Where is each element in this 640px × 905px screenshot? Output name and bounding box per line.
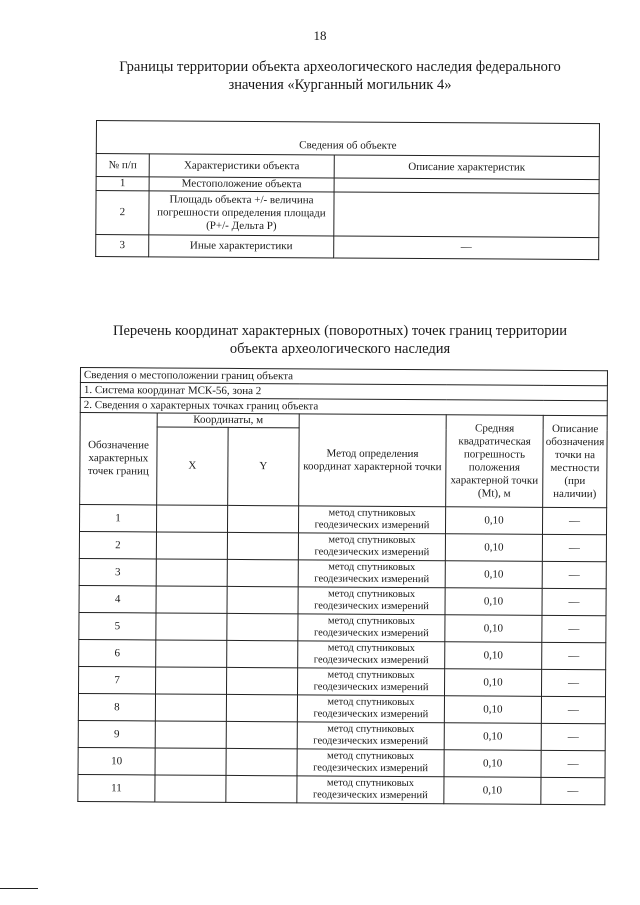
point-method: метод спутниковых геодезических измерений — [298, 533, 445, 561]
object-info-table — [95, 120, 600, 260]
point-method: метод спутниковых геодезических измерений — [298, 614, 445, 642]
column-header-method: Метод определения координат характерной точки — [299, 414, 447, 507]
document-title-line-1: Границы территории объекта археологического наследия федерального — [119, 59, 561, 75]
point-x — [155, 748, 226, 775]
point-number: 7 — [79, 666, 156, 693]
point-x — [156, 505, 227, 532]
coordinates-title — [80, 322, 600, 358]
point-y — [226, 775, 297, 802]
point-y — [227, 559, 298, 586]
point-number: 5 — [79, 612, 156, 639]
row-number: 1 — [96, 177, 149, 191]
points-info-row: 2. Сведения о характерных точках границ объекта — [80, 398, 607, 416]
table-row — [78, 693, 605, 723]
point-method: метод спутниковых геодезических измерений — [297, 722, 444, 750]
point-y — [227, 586, 298, 613]
column-header-characteristics: Характеристики объекта — [149, 154, 334, 178]
point-description: — — [541, 750, 605, 777]
point-method: метод спутниковых геодезических измерений — [298, 587, 445, 615]
point-number: 2 — [79, 532, 156, 559]
row-characteristic: Иные характеристики — [149, 235, 334, 258]
table-row — [78, 720, 605, 750]
point-y — [227, 640, 298, 667]
table-row — [78, 747, 605, 777]
point-number: 3 — [79, 558, 156, 585]
column-header-description: Описание характеристик — [334, 155, 599, 180]
table-row — [96, 191, 599, 238]
coordinates-title-line-2: объекта археологического наследия — [229, 341, 451, 357]
point-description: — — [541, 696, 605, 723]
point-y — [227, 505, 298, 532]
point-number: 10 — [78, 747, 155, 774]
table-row — [79, 505, 606, 535]
point-number: 4 — [79, 585, 156, 612]
point-error: 0,10 — [445, 534, 542, 562]
point-method: метод спутниковых геодезических измерений — [298, 560, 445, 588]
footnote-line — [0, 888, 38, 889]
point-error: 0,10 — [445, 642, 542, 670]
point-method: метод спутниковых геодезических измерений — [297, 776, 444, 804]
point-y — [226, 748, 297, 775]
point-number: 9 — [78, 720, 155, 747]
point-method: метод спутниковых геодезических измерений — [297, 749, 444, 777]
table-row — [79, 585, 606, 615]
document-title — [80, 58, 600, 94]
table-row — [79, 558, 606, 588]
point-error: 0,10 — [445, 615, 542, 643]
point-description: — — [542, 642, 606, 669]
location-info-row: Сведения о местоположении границ объекта — [80, 368, 607, 386]
column-header-y: Y — [228, 427, 299, 505]
coordinate-system-row: 1. Система координат МСК-56, зона 2 — [80, 383, 607, 401]
row-characteristic: Площадь объекта +/- величина погрешности определения площади (P+/- Дельта P) — [149, 191, 334, 236]
column-header-error: Средняя квадратическая погрешность положения характерной точки (Mt), м — [446, 415, 544, 508]
point-number: 11 — [78, 774, 155, 801]
point-x — [156, 532, 227, 559]
point-x — [155, 694, 226, 721]
point-number: 6 — [79, 639, 156, 666]
point-x — [156, 559, 227, 586]
point-description: — — [541, 669, 605, 696]
point-number: 1 — [79, 505, 156, 532]
point-description: — — [541, 723, 605, 750]
table-row — [96, 235, 599, 260]
table-row — [79, 639, 606, 669]
point-error: 0,10 — [445, 561, 542, 589]
table-row — [79, 532, 606, 562]
point-method: метод спутниковых геодезических измерений — [298, 641, 445, 669]
table-row — [79, 666, 606, 696]
point-y — [226, 694, 297, 721]
row-number: 3 — [96, 235, 149, 257]
point-error: 0,10 — [444, 777, 541, 805]
point-x — [156, 586, 227, 613]
point-error: 0,10 — [444, 723, 541, 751]
row-description: — — [334, 236, 599, 260]
row-description — [334, 192, 599, 238]
point-error: 0,10 — [444, 696, 541, 724]
point-number: 8 — [78, 693, 155, 720]
coordinates-title-line-1: Перечень координат характерных (поворотных) точек границ территории — [112, 323, 568, 339]
document-title-line-2: значения «Курганный могильник 4» — [228, 77, 452, 93]
point-x — [155, 721, 226, 748]
point-description: — — [542, 588, 606, 615]
point-error: 0,10 — [444, 669, 541, 697]
point-error: 0,10 — [445, 588, 542, 616]
object-info-header: Сведения об объекте — [96, 121, 599, 157]
point-x — [156, 667, 227, 694]
column-header-x: X — [157, 427, 228, 505]
point-method: метод спутниковых геодезических измерений — [298, 668, 445, 696]
point-x — [156, 613, 227, 640]
point-description: — — [542, 534, 606, 561]
point-x — [156, 640, 227, 667]
column-header-coordinates: Координаты, м — [157, 413, 299, 428]
point-x — [155, 775, 226, 802]
point-error: 0,10 — [445, 507, 542, 535]
coordinates-table — [77, 367, 608, 805]
point-description: — — [542, 561, 606, 588]
row-characteristic: Местоположение объекта — [149, 177, 334, 192]
column-header-designation: Обозначение характерных точек границ — [80, 413, 158, 505]
column-header-point-description: Описание обозначения точки на местности (при наличии) — [543, 415, 608, 507]
point-error: 0,10 — [444, 750, 541, 778]
point-y — [227, 667, 298, 694]
page-number: 18 — [313, 28, 327, 43]
point-y — [226, 721, 297, 748]
point-method: метод спутниковых геодезических измерений — [297, 695, 444, 723]
table-row — [79, 612, 606, 642]
point-y — [227, 613, 298, 640]
row-number: 2 — [96, 191, 149, 235]
point-y — [227, 532, 298, 559]
point-description: — — [542, 615, 606, 642]
point-description: — — [542, 507, 606, 534]
column-header-number: № п/п — [96, 154, 149, 177]
point-description: — — [541, 777, 605, 804]
table-row — [78, 774, 605, 804]
point-method: метод спутниковых геодезических измерений — [298, 506, 445, 534]
